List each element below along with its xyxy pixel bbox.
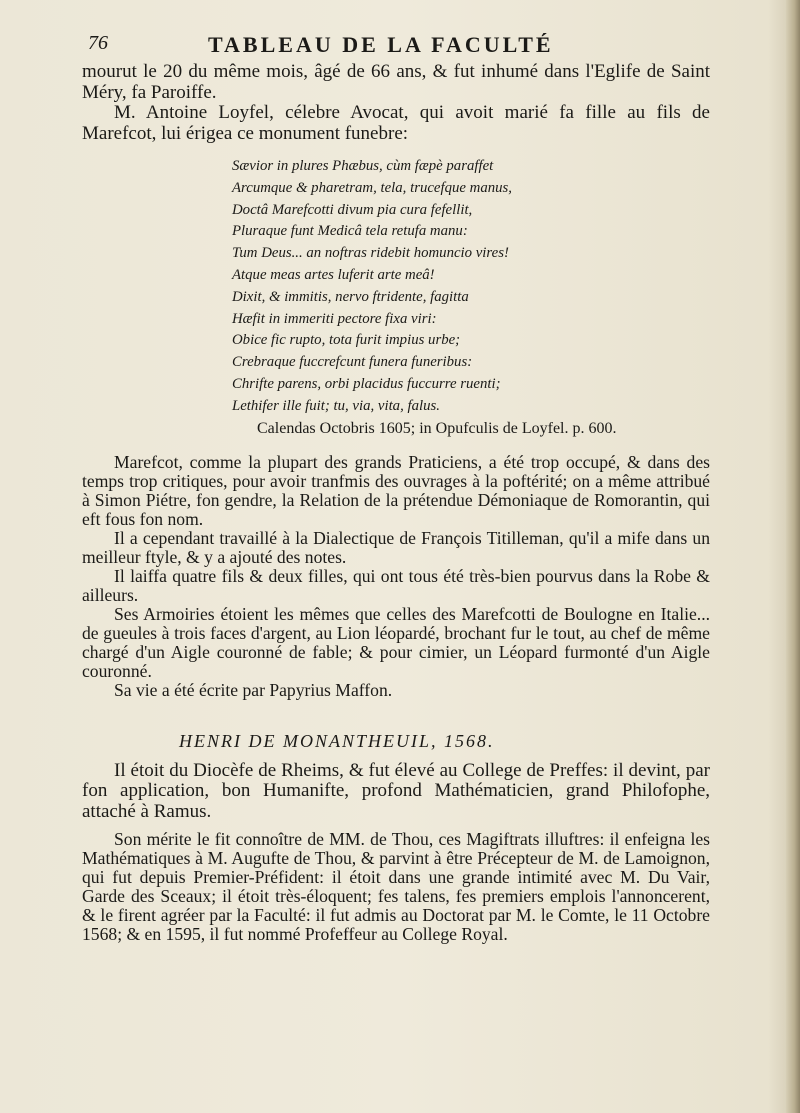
page-edge-shadow	[786, 0, 800, 1113]
epitaph-citation: Calendas Octobris 1605; in Opufculis de Loyfel. p. 600.	[257, 419, 617, 437]
verse-line: Arcumque & pharetram, tela, trucefque manus,	[232, 179, 512, 196]
section-title: HENRI DE MONANTHEUIL, 1568.	[179, 730, 495, 751]
paragraph-career: Son mérite le fit connoître de MM. de Thou, ces Magiftrats illuftres: il enfeigna les Mathématiques à M. Augufte de Thou, & parvint à être Précepteur de M. de Lamoignon, qui fut depuis Premier-Préfident: il étoit dans une grande intimité avec M. Du Vair, Garde des Sceaux; il étoit très-éloquent; fes talens, fes premiers emplois l'annoncerent, & le firent agréer par la Faculté: il fut admis au Doctorat par M. le Comte, le 11 Octobre 1568; & en 1595, il fut nommé Profeffeur au College Royal.	[82, 829, 710, 945]
verse-line: Pluraque funt Medicâ tela retufa manu:	[232, 223, 468, 240]
paragraph-origin: Il étoit du Diocèfe de Rheims, & fut élevé au College de Preffes: il devint, par fon application, bon Humanifte, profond Mathématicien, grand Philofophe, attaché à Ramus.	[82, 759, 710, 822]
paragraph-works: Marefcot, comme la plupart des grands Praticiens, a été trop occupé, & dans des temps trop critiques, pour avoir tranfmis des ouvrages à la poftérité; on a même attribué à Simon Piétre, fon gendre, la Relation de la prétendue Démoniaque de Romorantin, qui eft fous fon nom.	[82, 451, 710, 529]
paragraph-children: Il laiffa quatre fils & deux filles, qui ont tous été très-bien pourvus dans la Robe & ailleurs.	[82, 565, 710, 605]
paragraph-dialectic: Il a cependant travaillé à la Dialectique de François Titilleman, qu'il a mife dans un meilleur ftyle, & y a ajouté des notes.	[82, 527, 710, 567]
epitaph-verse	[232, 156, 710, 418]
verse-line: Sævior in plures Phæbus, cùm fæpè paraffet	[232, 158, 494, 174]
paragraph-biography: Sa vie a été écrite par Papyrius Maffon.	[114, 679, 393, 700]
page-body	[82, 62, 710, 944]
paragraph-monument: M. Antoine Loyfel, célebre Avocat, qui avoit marié fa fille au fils de Marefcot, lui érigea ce monument funebre:	[82, 102, 710, 144]
verse-line: Tum Deus... an noftras ridebit homuncio vires!	[232, 245, 509, 262]
page-number: 76	[88, 32, 108, 54]
running-title: TABLEAU DE LA FACULTÉ	[208, 32, 554, 57]
paragraph-death: mourut le 20 du même mois, âgé de 66 ans, & fut inhumé dans l'Eglife de Saint Méry, fa Paroiffe.	[82, 61, 710, 103]
paragraph-arms: Ses Armoiries étoient les mêmes que celles des Marefcotti de Boulogne en Italie... de gueules à trois faces d'argent, au Lion léopardé, brochant fur le tout, au chef de même chargé d'un Aigle couronné de fable; & pour cimier, un Léopard furmonté d'un Aigle couronné.	[82, 603, 710, 681]
verse-line: Dixit, & immitis, nervo ftridente, fagitta	[232, 288, 469, 305]
verse-line: Chrifte parens, orbi placidus fuccurre ruenti;	[232, 375, 501, 392]
page-header	[88, 32, 728, 62]
verse-line: Doctâ Marefcotti divum pia cura fefellit,	[232, 201, 473, 218]
verse-line: Atque meas artes luferit arte meâ!	[232, 266, 435, 283]
verse-line: Lethifer ille fuit; tu, via, vita, falus.	[232, 397, 440, 414]
verse-line: Crebraque fuccrefcunt funera funeribus:	[232, 354, 473, 371]
verse-line: Hæfit in immeriti pectore fixa viri:	[232, 310, 437, 327]
verse-line: Obice fic rupto, tota furit impius urbe;	[232, 332, 461, 349]
